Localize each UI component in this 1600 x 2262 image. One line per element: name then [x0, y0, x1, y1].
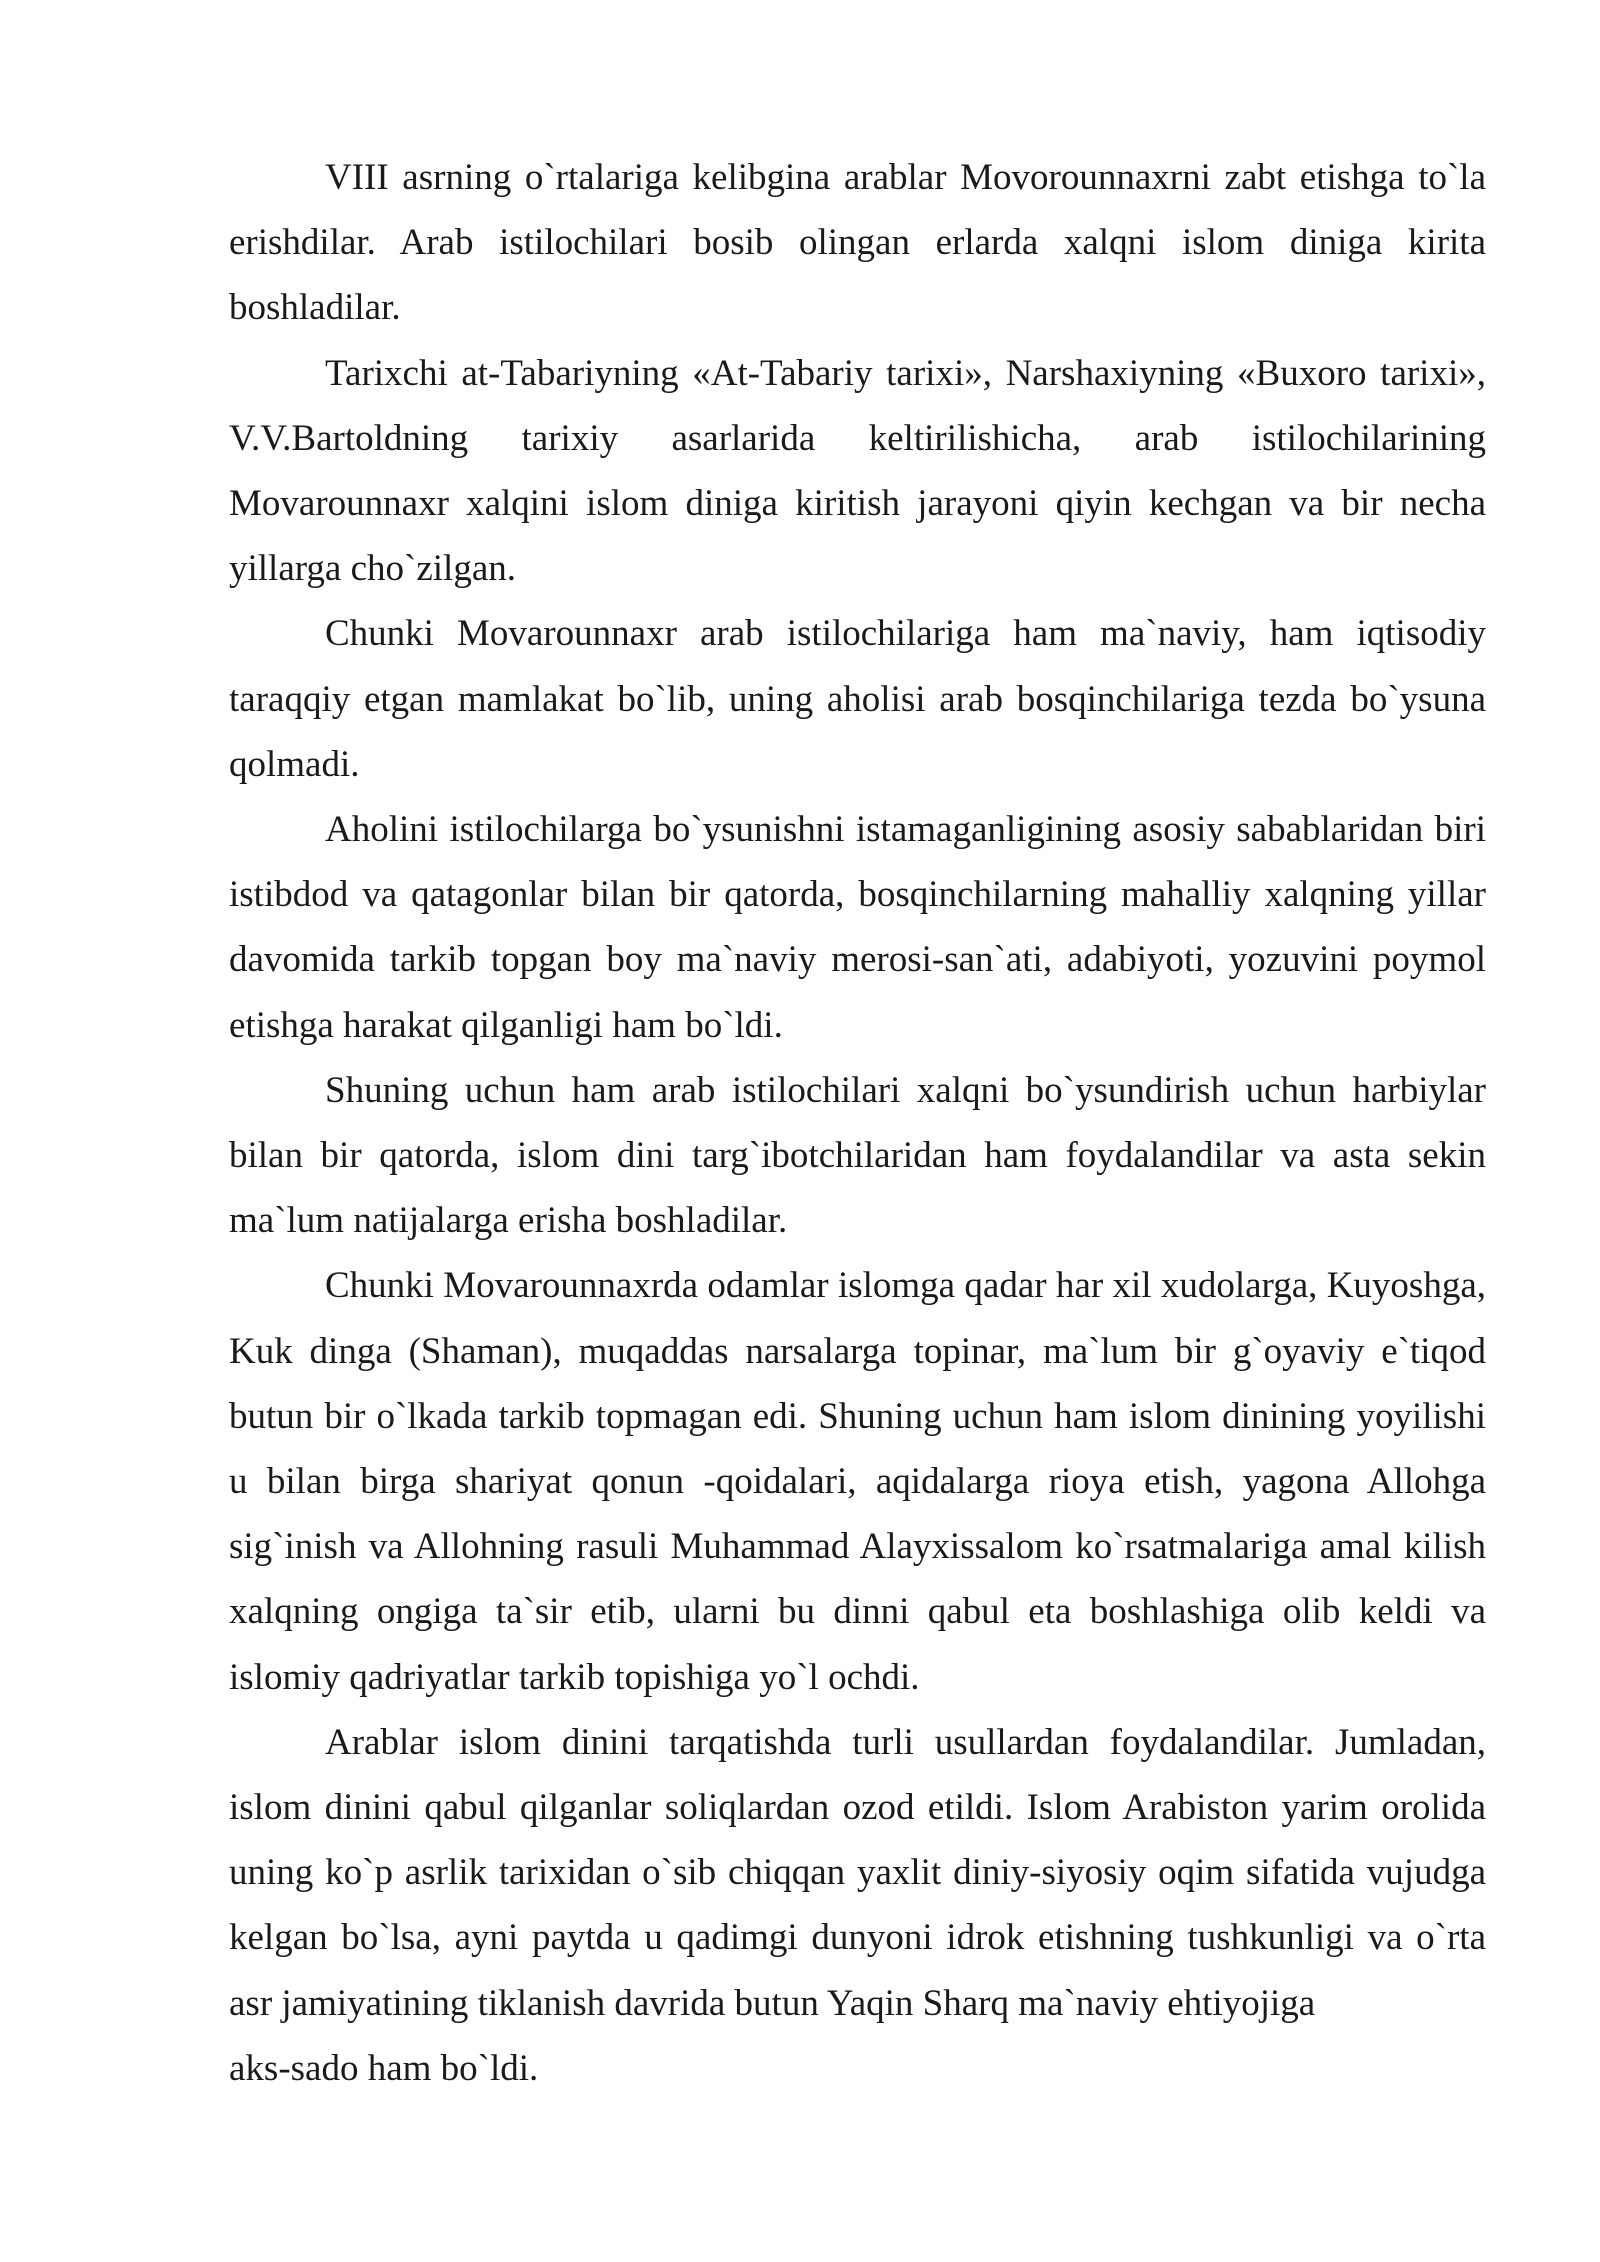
paragraph: Chunki Movarounnaxr arab istilochilariga ham ma`naviy, ham iqtisodiy taraqqiy etgan mamlakat bo`lib, uning aholisi arab bosqinchilariga tezda bo`ysuna qolmadi. [229, 613, 1486, 785]
paragraph: VIII asrning o`rtalariga kelibgina arablar Movorounnaxrni zabt etishga to`la erishdilar. Arab istilochilari bosib olingan erlarda xalqni islom diniga kirita boshladilar. [229, 157, 1486, 329]
paragraph-tail-line: aks-sado ham bo`ldi. [229, 2047, 539, 2089]
paragraph: Aholini istilochilarga bo`ysunishni istamaganligining asosiy sabablaridan biri istibdod va qatagonlar bilan bir qatorda, bosqinchilarning mahalliy xalqning yillar davomida tarkib topgan boy ma`naviy merosi-san`ati, adabiyoti, yozuvini poymol etishga harakat qilganligi ham bo`ldi. [229, 809, 1486, 1046]
paragraph: Chunki Movarounnaxrda odamlar islomga qadar har xil xudolarga, Kuyoshga, Kuk dinga (Shaman), muqaddas narsalarga topinar, ma`lum bir g`oyaviy e`tiqod butun bir o`lkada tarkib topmagan edi. Shuning uchun ham islom dinining yoyilishi u bilan birga shariyat qonun -qoidalari, aqidalarga rioya etish, yagona Allohga sig`inish va Allohning rasuli Muhammad Alayxissalom ko`rsatmalariga amal kilish xalqning ongiga ta`sir etib, ularni bu dinni qabul eta boshlashiga olib keldi va islomiy qadriyatlar tarkib topishiga yo`l ochdi. [229, 1265, 1486, 1698]
document-body [229, 145, 1486, 2101]
paragraph: Shuning uchun ham arab istilochilari xalqni bo`ysundirish uchun harbiylar bilan bir qatorda, islom dini targ`ibotchilaridan ham foydalandilar va asta sekin ma`lum natijalarga erisha boshladilar. [229, 1069, 1486, 1242]
paragraph: Tarixchi at-Tabariyning «At-Tabariy tarixi», Narshaxiyning «Buxoro tarixi», V.V.Bartoldning tarixiy asarlarida keltirilishicha, arab istilochilarining Movarounnaxr xalqini islom diniga kiritish jarayoni qiyin kechgan va bir necha yillarga cho`zilgan. [229, 352, 1486, 590]
paragraph: Arablar islom dinini tarqatishda turli usullardan foydalandilar. Jumladan, islom dinini qabul qilganlar soliqlardan ozod etildi. Islom Arabiston yarim orolida uning ko`p asrlik tarixidan o`sib chiqqan yaxlit diniy-siyosiy oqim sifatida vujudga kelgan bo`lsa, ayni paytda u qadimgi dunyoni idrok etishning tushkunligi va o`rta asr jamiyatining tiklanish davrida butun Yaqin Sharq ma`naviy ehtiyojiga [229, 1721, 1486, 2024]
